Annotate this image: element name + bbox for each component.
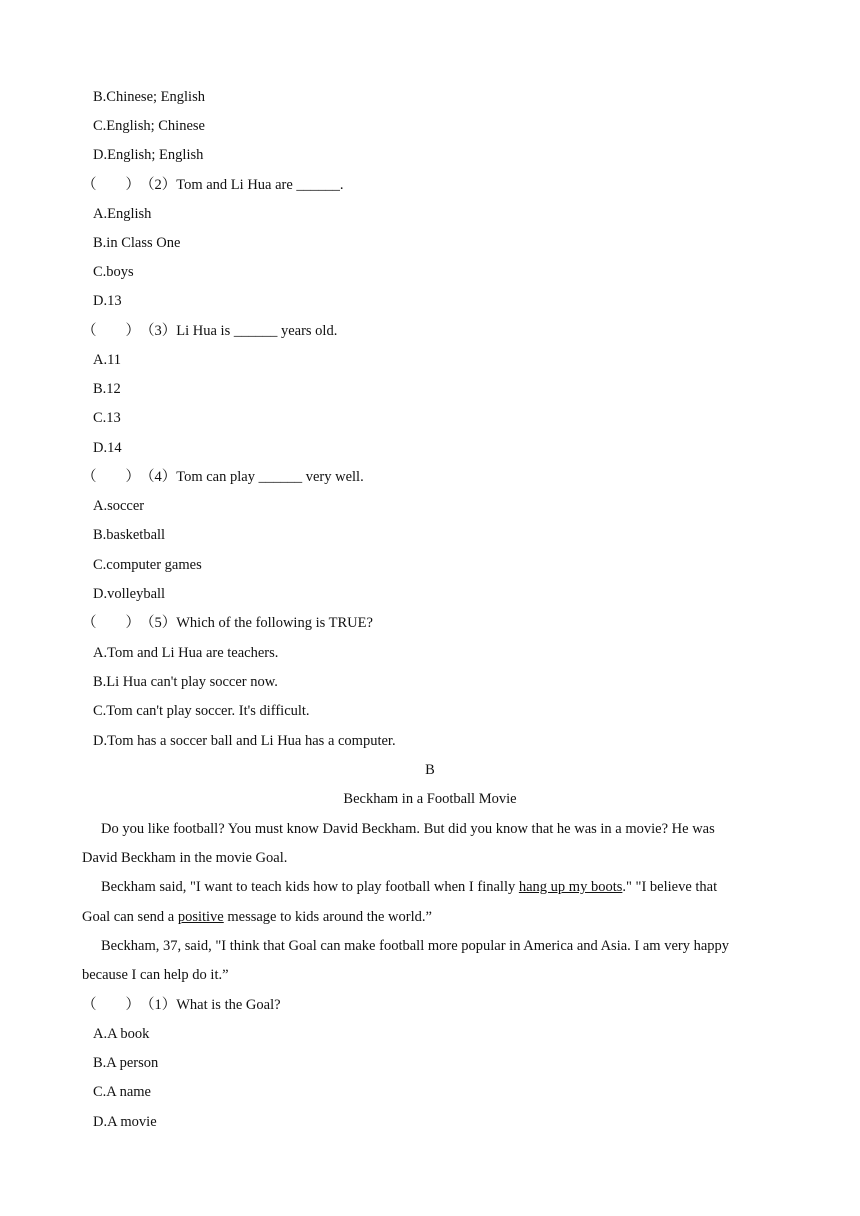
question-stem: （2）Tom and Li Hua are ______. bbox=[140, 177, 344, 193]
answer-parenthesis: （ ） bbox=[82, 615, 140, 631]
text-run: Goal can send a bbox=[82, 909, 178, 925]
q5-option-d: D.Tom has a soccer ball and Li Hua has a computer. bbox=[93, 733, 396, 749]
q5-option-a: A.Tom and Li Hua are teachers. bbox=[93, 645, 279, 661]
q4-option-d: D.volleyball bbox=[93, 586, 166, 602]
paragraph-3-line-2: because I can help do it.” bbox=[82, 967, 229, 983]
b-q1-option-d: D.A movie bbox=[93, 1114, 157, 1130]
answer-parenthesis: （ ） bbox=[82, 177, 140, 193]
question-4 bbox=[82, 467, 364, 487]
q3-option-b: B.12 bbox=[93, 381, 121, 397]
q3-option-c: C.13 bbox=[93, 410, 121, 426]
answer-parenthesis: （ ） bbox=[82, 323, 140, 339]
question-2 bbox=[82, 175, 344, 195]
q4-option-b: B.basketball bbox=[93, 527, 166, 543]
question-3 bbox=[82, 321, 337, 341]
paragraph-3-line-1: Beckham, 37, said, "I think that Goal can make football more popular in America and Asia. I am very happy bbox=[101, 938, 730, 954]
q2-option-c: C.boys bbox=[93, 264, 134, 280]
question-stem: （4）Tom can play ______ very well. bbox=[140, 469, 364, 485]
b-question-1 bbox=[82, 995, 281, 1015]
q5-option-b: B.Li Hua can't play soccer now. bbox=[93, 674, 278, 690]
q5-option-c: C.Tom can't play soccer. It's difficult. bbox=[93, 703, 310, 719]
q4-option-a: A.soccer bbox=[93, 498, 145, 514]
underlined-word: positive bbox=[177, 909, 224, 925]
q1-option-b: B.Chinese; English bbox=[93, 89, 205, 105]
q2-option-b: B.in Class One bbox=[93, 235, 181, 251]
q3-option-d: D.14 bbox=[93, 440, 122, 456]
text-run: Beckham said, "I want to teach kids how to play football when I finally bbox=[101, 879, 519, 895]
passage-title: Beckham in a Football Movie bbox=[343, 791, 517, 807]
q2-option-d: D.13 bbox=[93, 293, 122, 309]
q1-option-c: C.English; Chinese bbox=[93, 118, 205, 134]
paragraph-2-line-2 bbox=[82, 907, 432, 927]
b-q1-option-a: A.A book bbox=[93, 1026, 150, 1042]
text-run: ." "I believe that bbox=[622, 879, 718, 895]
section-letter: B bbox=[425, 762, 435, 778]
paragraph-1-line-2: David Beckham in the movie Goal. bbox=[82, 850, 288, 866]
question-stem: （1）What is the Goal? bbox=[140, 997, 281, 1013]
q4-option-c: C.computer games bbox=[93, 557, 202, 573]
answer-parenthesis: （ ） bbox=[82, 997, 140, 1013]
b-q1-option-c: C.A name bbox=[93, 1084, 151, 1100]
q2-option-a: A.English bbox=[93, 206, 152, 222]
question-stem: （5）Which of the following is TRUE? bbox=[140, 615, 373, 631]
q3-option-a: A.11 bbox=[93, 352, 122, 368]
answer-parenthesis: （ ） bbox=[82, 469, 140, 485]
question-5 bbox=[82, 613, 373, 633]
text-run: message to kids around the world.” bbox=[223, 909, 432, 925]
b-q1-option-b: B.A person bbox=[93, 1055, 159, 1071]
paragraph-1-line-1: Do you like football? You must know David Beckham. But did you know that he was in a movie? He was bbox=[101, 821, 715, 837]
question-stem: （3）Li Hua is ______ years old. bbox=[140, 323, 338, 339]
paragraph-2-line-1 bbox=[101, 877, 717, 897]
underlined-phrase: hang up my boots bbox=[518, 879, 623, 895]
q1-option-d: D.English; English bbox=[93, 147, 204, 163]
